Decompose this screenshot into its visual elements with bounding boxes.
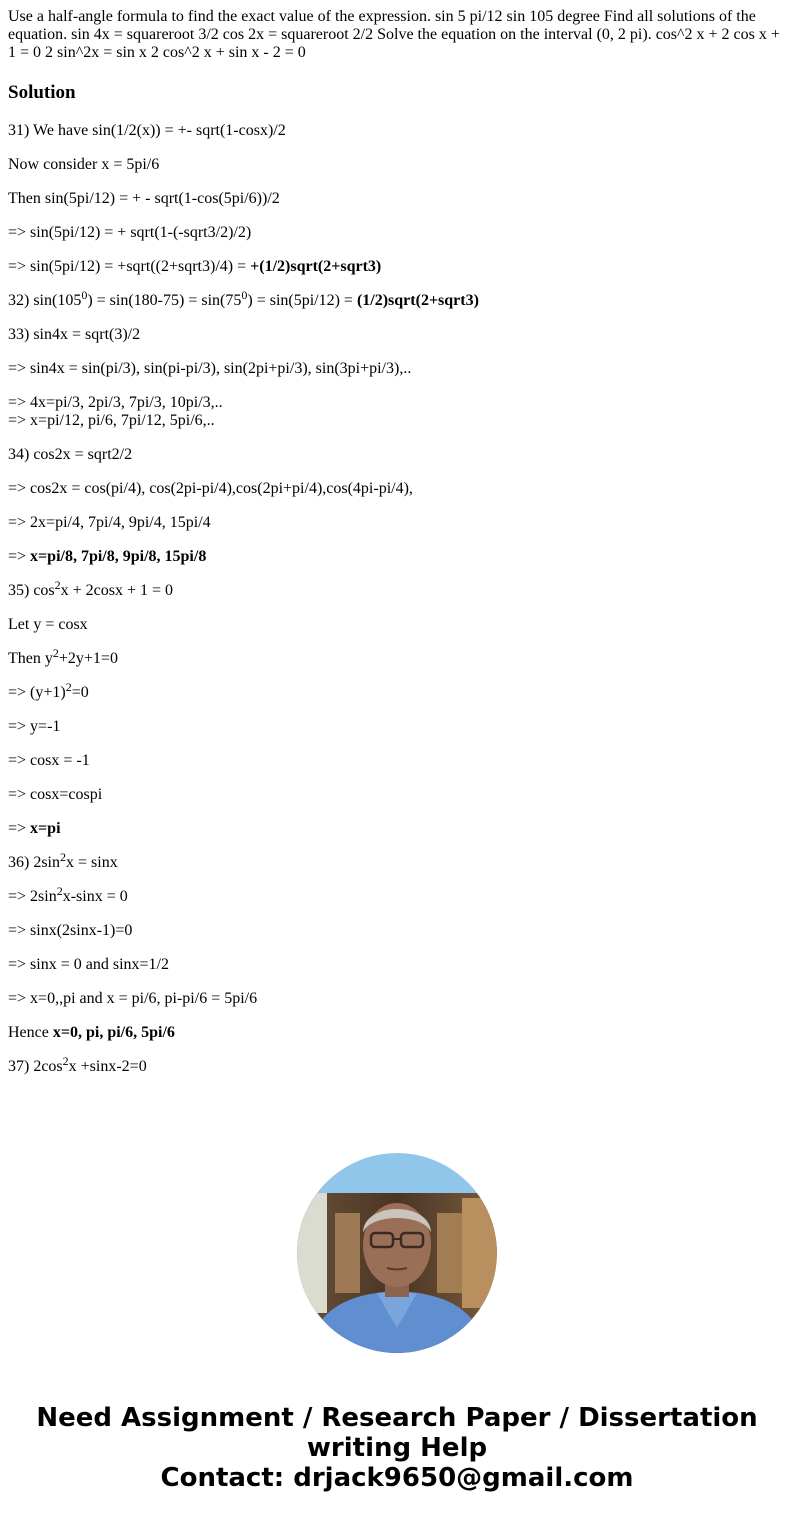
- text-run: 35) cos: [8, 582, 55, 599]
- solution-line: [8, 1054, 786, 1076]
- carved-panel: [335, 1213, 360, 1293]
- superscript: 2: [54, 578, 61, 592]
- footer-line: Need Assignment / Research Paper / Dissertation: [36, 1403, 758, 1433]
- text-run: => sin(5pi/12) = +sqrt((2+sqrt3)/4) =: [8, 258, 251, 275]
- footer-contact: [0, 1403, 794, 1493]
- person-photo-icon: [297, 1153, 497, 1353]
- superscript: 2: [62, 1054, 69, 1068]
- solution-line: => cosx=cospi: [8, 786, 103, 803]
- solution-line: => x=pi/12, pi/6, 7pi/12, 5pi/6,..: [8, 412, 215, 429]
- answer-bold: x=pi/8, 7pi/8, 9pi/8, 15pi/8: [30, 548, 207, 565]
- text-run: 32) sin(105: [8, 292, 82, 309]
- footer-contact-line: Contact: drjack9650@gmail.com: [160, 1463, 634, 1493]
- text-run: +2y+1=0: [58, 650, 118, 667]
- solution-line: Now consider x = 5pi/6: [8, 156, 160, 173]
- answer-bold: (1/2)sqrt(2+sqrt3): [356, 292, 479, 309]
- solution-line: [8, 850, 786, 872]
- text-run: => (y+1): [8, 684, 66, 701]
- text-run: =>: [8, 548, 31, 565]
- solution-line: 31) We have sin(1/2(x)) = +- sqrt(1-cosx)/2: [8, 122, 286, 139]
- solution-line: [8, 288, 786, 310]
- text-run: 37) 2cos: [8, 1058, 63, 1075]
- superscript: 2: [60, 850, 66, 864]
- wall-panel: [297, 1193, 327, 1313]
- text-run: x +sinx-2=0: [68, 1058, 147, 1075]
- superscript: 2: [56, 884, 63, 898]
- text-run: =0: [71, 684, 89, 701]
- solution-line: [8, 646, 786, 668]
- text-run: 36) 2sin: [8, 854, 60, 871]
- text-run: => 2sin: [8, 888, 57, 905]
- solution-heading: Solution: [8, 82, 76, 103]
- superscript: 0: [81, 288, 88, 302]
- superscript: 0: [241, 288, 248, 302]
- text-run: Hence: [8, 1024, 53, 1041]
- carved-panel: [437, 1213, 462, 1293]
- text-run: Then y: [8, 650, 53, 667]
- solution-line: => sin4x = sin(pi/3), sin(pi-pi/3), sin(2pi+pi/3), sin(3pi+pi/3),..: [8, 360, 412, 377]
- solution-line: => cos2x = cos(pi/4), cos(2pi-pi/4),cos(2pi+pi/4),cos(4pi-pi/4),: [8, 480, 413, 497]
- solution-line: [8, 548, 786, 566]
- solution-line: Let y = cosx: [8, 616, 88, 633]
- solution-line: [8, 578, 786, 600]
- solution-line: => cosx = -1: [8, 752, 90, 769]
- answer-bold: +(1/2)sqrt(2+sqrt3): [250, 258, 382, 275]
- solution-line: => x=0,,pi and x = pi/6, pi-pi/6 = 5pi/6: [8, 990, 258, 1007]
- solution-line: [8, 1024, 786, 1042]
- carved-panel: [462, 1198, 497, 1308]
- text-run: =>: [8, 820, 31, 837]
- solution-line: [8, 258, 786, 276]
- question-text: Use a half-angle formula to find the exact value of the expression. sin 5 pi/12 sin 105 degree Find all solutions of the equation. sin 4x = squareroot 3/2 cos 2x = squareroot 2/2 Solve the equation on the interval (0, 2 pi). cos^2 x + 2 cos x + 1 = 0 2 sin^2x = sin x 2 cos^2 x + sin x - 2 = 0: [8, 8, 780, 61]
- footer-line: writing Help: [306, 1433, 488, 1463]
- solution-line: 33) sin4x = sqrt(3)/2: [8, 326, 141, 343]
- solution-line: => sinx(2sinx-1)=0: [8, 922, 133, 939]
- solution-line: => sin(5pi/12) = + sqrt(1-(-sqrt3/2)/2): [8, 224, 252, 241]
- text-run: ) = sin(5pi/12) =: [247, 292, 357, 309]
- solution-line: [8, 680, 786, 702]
- text-run: ) = sin(180-75) = sin(75: [87, 292, 242, 309]
- solution-line: => 4x=pi/3, 2pi/3, 7pi/3, 10pi/3,..: [8, 394, 223, 411]
- answer-bold: x=0, pi, pi/6, 5pi/6: [52, 1024, 175, 1041]
- answer-bold: x=pi: [30, 820, 61, 837]
- solution-line: => y=-1: [8, 718, 61, 735]
- solution-line: => 2x=pi/4, 7pi/4, 9pi/4, 15pi/4: [8, 514, 211, 531]
- solution-line: [8, 820, 786, 838]
- solution-line: 34) cos2x = sqrt2/2: [8, 446, 133, 463]
- text-run: x-sinx = 0: [62, 888, 128, 905]
- solution-line: [8, 884, 786, 906]
- author-avatar: [297, 1153, 497, 1353]
- text-run: x + 2cosx + 1 = 0: [60, 582, 174, 599]
- solution-line: Then sin(5pi/12) = + - sqrt(1-cos(5pi/6))/2: [8, 190, 280, 207]
- solution-line: => sinx = 0 and sinx=1/2: [8, 956, 169, 973]
- superscript: 2: [65, 680, 72, 694]
- superscript: 2: [52, 646, 59, 660]
- text-run: x = sinx: [66, 854, 118, 871]
